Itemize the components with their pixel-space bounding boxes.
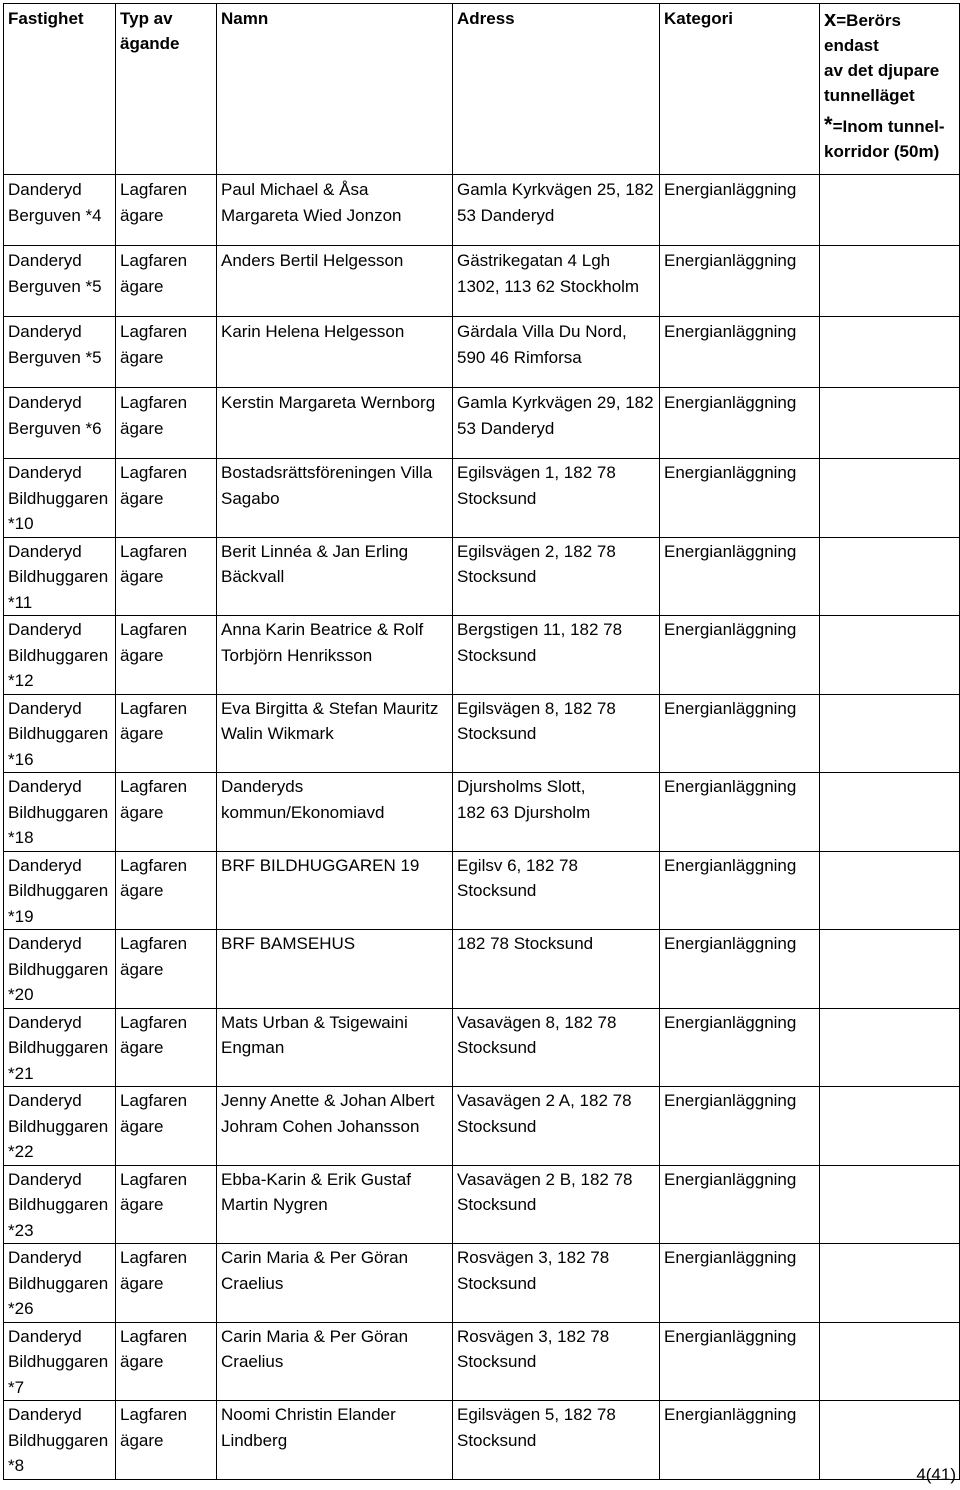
star-symbol: * bbox=[824, 112, 833, 137]
namn-cell bbox=[217, 1008, 453, 1087]
typ-cell-line: Lagfaren bbox=[120, 180, 188, 199]
fastighet-cell-line: Bildhuggaren bbox=[8, 1273, 109, 1293]
fastighet-cell-line: Danderyd bbox=[8, 855, 82, 875]
kategori-cell bbox=[660, 773, 820, 852]
fastighet-cell-line: Danderyd bbox=[8, 393, 82, 412]
typ-cell-line: ägare bbox=[120, 881, 164, 900]
namn-cell bbox=[217, 175, 453, 246]
adress-cell-line: 182 78 Stocksund bbox=[457, 934, 594, 953]
namn-cell-line: Eva Birgitta & Stefan Mauritz bbox=[221, 698, 439, 718]
namn-cell bbox=[217, 1401, 453, 1480]
fastighet-cell-line: *21 bbox=[8, 1063, 34, 1083]
namn-cell bbox=[217, 851, 453, 930]
header-adress: Adress bbox=[453, 4, 660, 175]
fastighet-cell-line: Danderyd bbox=[8, 1012, 82, 1032]
namn-cell-line: Sagabo bbox=[221, 488, 280, 508]
fastighet-cell-line: Danderyd bbox=[8, 620, 82, 639]
typ-cell-line: ägare bbox=[120, 1352, 164, 1371]
adress-cell-line: Vasavägen 2 A, 182 78 bbox=[457, 1091, 632, 1110]
fastighet-cell-line: Berguven *4 bbox=[8, 205, 102, 225]
fastighet-cell-line: Danderyd bbox=[8, 322, 82, 341]
adress-cell-line: Stocksund bbox=[457, 1352, 537, 1371]
namn-cell bbox=[217, 1165, 453, 1244]
adress-cell bbox=[453, 930, 660, 1009]
namn-cell bbox=[217, 317, 453, 388]
namn-cell bbox=[217, 246, 453, 317]
kategori-cell bbox=[660, 388, 820, 459]
typ-cell-line: ägare bbox=[120, 1430, 164, 1450]
fastighet-cell-line: Berguven *5 bbox=[8, 276, 102, 296]
legend-mark-cell bbox=[820, 1244, 960, 1323]
fastighet-cell bbox=[4, 1087, 116, 1166]
legend-mark-cell bbox=[820, 1165, 960, 1244]
legend-mark-cell bbox=[820, 1322, 960, 1401]
kategori-cell bbox=[660, 317, 820, 388]
fastighet-cell-line: Danderyd bbox=[8, 934, 82, 953]
legend-mark-cell bbox=[820, 388, 960, 459]
legend-mark-cell bbox=[820, 616, 960, 695]
fastighet-cell bbox=[4, 1322, 116, 1401]
typ-cell-line: Lagfaren bbox=[120, 322, 188, 341]
namn-cell-line: Carin Maria & Per Göran bbox=[221, 1326, 409, 1346]
kategori-cell-line: Energianläggning bbox=[664, 1091, 797, 1110]
kategori-cell bbox=[660, 616, 820, 695]
adress-cell bbox=[453, 694, 660, 773]
typ-cell bbox=[116, 1087, 217, 1166]
typ-cell bbox=[116, 930, 217, 1009]
legend-mark-cell bbox=[820, 459, 960, 538]
namn-cell-line: Danderyds bbox=[221, 777, 304, 796]
typ-cell-line: Lagfaren bbox=[120, 1248, 188, 1267]
adress-cell-line: Stocksund bbox=[457, 1273, 537, 1293]
fastighet-cell bbox=[4, 388, 116, 459]
kategori-cell bbox=[660, 1008, 820, 1087]
table-row bbox=[4, 930, 960, 1009]
legend-mark-cell bbox=[820, 175, 960, 246]
kategori-cell bbox=[660, 851, 820, 930]
adress-cell-line: Stocksund bbox=[457, 567, 537, 586]
adress-cell-line: Egilsv 6, 182 78 bbox=[457, 855, 578, 875]
table-row bbox=[4, 388, 960, 459]
namn-cell bbox=[217, 773, 453, 852]
adress-cell-line: Stocksund bbox=[457, 1430, 537, 1450]
fastighet-cell-line: *16 bbox=[8, 749, 34, 769]
kategori-cell-line: Energianläggning bbox=[664, 393, 797, 412]
table-row bbox=[4, 317, 960, 388]
typ-cell-line: Lagfaren bbox=[120, 1169, 188, 1189]
fastighet-cell bbox=[4, 537, 116, 616]
namn-cell-line: Engman bbox=[221, 1038, 285, 1057]
typ-cell-line: Lagfaren bbox=[120, 251, 188, 270]
fastighet-cell-line: Bildhuggaren bbox=[8, 567, 109, 586]
adress-cell bbox=[453, 773, 660, 852]
typ-cell-line: ägare bbox=[120, 724, 164, 743]
fastighet-cell bbox=[4, 773, 116, 852]
adress-cell-line: Gamla Kyrkvägen 29, 182 bbox=[457, 393, 654, 412]
fastighet-cell-line: Bildhuggaren bbox=[8, 1352, 109, 1371]
legend-mark-cell bbox=[820, 1087, 960, 1166]
table-header-row bbox=[4, 4, 960, 175]
adress-cell-line: 53 Danderyd bbox=[457, 418, 555, 438]
namn-cell bbox=[217, 694, 453, 773]
kategori-cell bbox=[660, 930, 820, 1009]
header-legend: x=Berörs endast av det djupare tunnelläget *=Inom tunnel- korridor (50m) bbox=[820, 4, 960, 175]
typ-cell-line: Lagfaren bbox=[120, 855, 188, 875]
typ-cell-line: ägare bbox=[120, 1116, 164, 1136]
typ-cell bbox=[116, 773, 217, 852]
typ-cell-line: ägare bbox=[120, 347, 164, 367]
kategori-cell-line: Energianläggning bbox=[664, 1012, 797, 1032]
typ-cell-line: ägare bbox=[120, 1273, 164, 1293]
fastighet-cell-line: Danderyd bbox=[8, 180, 82, 199]
namn-cell bbox=[217, 388, 453, 459]
fastighet-cell-line: Danderyd bbox=[8, 541, 82, 561]
namn-cell-line: Martin Nygren bbox=[221, 1195, 328, 1214]
typ-cell-line: Lagfaren bbox=[120, 463, 188, 482]
adress-cell-line: Stocksund bbox=[457, 1195, 537, 1214]
typ-cell-line: ägare bbox=[120, 567, 164, 586]
typ-cell-line: Lagfaren bbox=[120, 541, 188, 561]
typ-cell bbox=[116, 616, 217, 695]
table-row bbox=[4, 1244, 960, 1323]
typ-cell bbox=[116, 1401, 217, 1480]
typ-cell bbox=[116, 317, 217, 388]
fastighet-cell-line: Bildhuggaren bbox=[8, 724, 109, 743]
typ-cell bbox=[116, 1244, 217, 1323]
legend-mark-cell bbox=[820, 851, 960, 930]
fastighet-cell-line: Bildhuggaren bbox=[8, 645, 109, 665]
kategori-cell-line: Energianläggning bbox=[664, 251, 797, 270]
typ-cell-line: ägare bbox=[120, 418, 164, 438]
namn-cell-line: Johram Cohen Johansson bbox=[221, 1116, 420, 1136]
adress-cell-line: Bergstigen 11, 182 78 bbox=[457, 620, 623, 639]
typ-cell bbox=[116, 537, 217, 616]
fastighet-cell-line: Bildhuggaren bbox=[8, 881, 109, 900]
namn-cell-line: Karin Helena Helgesson bbox=[221, 322, 405, 341]
adress-cell bbox=[453, 459, 660, 538]
adress-cell-line: Gästrikegatan 4 Lgh bbox=[457, 251, 611, 270]
namn-cell-line: Paul Michael & Åsa bbox=[221, 180, 369, 199]
adress-cell bbox=[453, 1401, 660, 1480]
legend-mark-cell bbox=[820, 773, 960, 852]
fastighet-cell bbox=[4, 175, 116, 246]
adress-cell bbox=[453, 1008, 660, 1087]
table-row bbox=[4, 459, 960, 538]
kategori-cell-line: Energianläggning bbox=[664, 180, 797, 199]
table-row bbox=[4, 246, 960, 317]
fastighet-cell-line: *26 bbox=[8, 1299, 34, 1318]
fastighet-cell-line: Bildhuggaren bbox=[8, 1116, 109, 1136]
kategori-cell bbox=[660, 1087, 820, 1166]
kategori-cell-line: Energianläggning bbox=[664, 1326, 797, 1346]
namn-cell bbox=[217, 616, 453, 695]
table-row bbox=[4, 1165, 960, 1244]
fastighet-cell-line: *12 bbox=[8, 671, 34, 690]
fastighet-cell bbox=[4, 851, 116, 930]
fastighet-cell-line: *19 bbox=[8, 906, 34, 926]
namn-cell-line: Bostadsrättsföreningen Villa bbox=[221, 463, 433, 482]
table-row bbox=[4, 1322, 960, 1401]
namn-cell-line: Carin Maria & Per Göran bbox=[221, 1248, 409, 1267]
adress-cell-line: Stocksund bbox=[457, 1116, 537, 1136]
table-row bbox=[4, 537, 960, 616]
table-row bbox=[4, 1008, 960, 1087]
kategori-cell-line: Energianläggning bbox=[664, 855, 797, 875]
fastighet-cell-line: Danderyd bbox=[8, 1326, 82, 1346]
fastighet-cell-line: Berguven *5 bbox=[8, 347, 102, 367]
typ-cell bbox=[116, 175, 217, 246]
kategori-cell-line: Energianläggning bbox=[664, 620, 797, 639]
fastighet-cell-line: *8 bbox=[8, 1456, 25, 1475]
x-symbol: x bbox=[824, 6, 837, 31]
adress-cell-line: Stocksund bbox=[457, 645, 537, 665]
fastighet-cell-line: Danderyd bbox=[8, 698, 82, 718]
fastighet-cell-line: *7 bbox=[8, 1377, 25, 1397]
kategori-cell-line: Energianläggning bbox=[664, 1169, 797, 1189]
adress-cell bbox=[453, 1165, 660, 1244]
kategori-cell-line: Energianläggning bbox=[664, 777, 797, 796]
fastighet-cell bbox=[4, 930, 116, 1009]
namn-cell-line: Lindberg bbox=[221, 1430, 288, 1450]
kategori-cell-line: Energianläggning bbox=[664, 698, 797, 718]
typ-cell-line: ägare bbox=[120, 802, 164, 822]
adress-cell-line: Egilsvägen 5, 182 78 bbox=[457, 1405, 616, 1424]
typ-cell-line: ägare bbox=[120, 488, 164, 508]
fastighet-cell bbox=[4, 1165, 116, 1244]
fastighet-cell-line: Bildhuggaren bbox=[8, 1195, 109, 1214]
typ-cell-line: Lagfaren bbox=[120, 1091, 188, 1110]
fastighet-cell-line: Bildhuggaren bbox=[8, 959, 109, 979]
typ-cell-line: ägare bbox=[120, 1038, 164, 1057]
legend-mark-cell bbox=[820, 930, 960, 1009]
namn-cell-line: Margareta Wied Jonzon bbox=[221, 205, 402, 225]
fastighet-cell-line: *23 bbox=[8, 1220, 34, 1240]
fastighet-cell-line: Berguven *6 bbox=[8, 418, 102, 438]
fastighet-cell-line: *22 bbox=[8, 1142, 34, 1161]
kategori-cell-line: Energianläggning bbox=[664, 541, 797, 561]
adress-cell-line: Rosvägen 3, 182 78 bbox=[457, 1248, 610, 1267]
adress-cell-line: Vasavägen 8, 182 78 bbox=[457, 1012, 617, 1032]
adress-cell bbox=[453, 388, 660, 459]
adress-cell-line: Stocksund bbox=[457, 488, 537, 508]
adress-cell-line: 182 63 Djursholm bbox=[457, 802, 591, 822]
adress-cell-line: Stocksund bbox=[457, 881, 537, 900]
kategori-cell bbox=[660, 1322, 820, 1401]
typ-cell-line: Lagfaren bbox=[120, 1405, 188, 1424]
namn-cell-line: Walin Wikmark bbox=[221, 724, 334, 743]
namn-cell-line: Jenny Anette & Johan Albert bbox=[221, 1091, 435, 1110]
adress-cell-line: Stocksund bbox=[457, 724, 537, 743]
typ-cell-line: Lagfaren bbox=[120, 393, 188, 412]
namn-cell-line: Bäckvall bbox=[221, 567, 285, 586]
adress-cell-line: 590 46 Rimforsa bbox=[457, 347, 582, 367]
typ-cell-line: Lagfaren bbox=[120, 777, 188, 796]
namn-cell-line: Torbjörn Henriksson bbox=[221, 645, 373, 665]
legend-mark-cell bbox=[820, 246, 960, 317]
legend-mark-cell bbox=[820, 694, 960, 773]
adress-cell bbox=[453, 317, 660, 388]
kategori-cell-line: Energianläggning bbox=[664, 1248, 797, 1267]
adress-cell-line: Rosvägen 3, 182 78 bbox=[457, 1326, 610, 1346]
typ-cell-line: ägare bbox=[120, 645, 164, 665]
namn-cell bbox=[217, 1244, 453, 1323]
typ-cell bbox=[116, 694, 217, 773]
namn-cell-line: Ebba-Karin & Erik Gustaf bbox=[221, 1169, 411, 1189]
header-typ-av-agande: Typ av ägande bbox=[116, 4, 217, 175]
typ-cell-line: Lagfaren bbox=[120, 1326, 188, 1346]
typ-cell-line: ägare bbox=[120, 959, 164, 979]
property-owner-table bbox=[3, 3, 960, 1480]
typ-cell bbox=[116, 1008, 217, 1087]
typ-cell-line: Lagfaren bbox=[120, 620, 188, 639]
typ-cell bbox=[116, 1322, 217, 1401]
adress-cell bbox=[453, 1244, 660, 1323]
namn-cell bbox=[217, 1087, 453, 1166]
table-row bbox=[4, 1401, 960, 1480]
fastighet-cell-line: *10 bbox=[8, 514, 34, 533]
typ-cell-line: Lagfaren bbox=[120, 934, 188, 953]
fastighet-cell bbox=[4, 1008, 116, 1087]
fastighet-cell bbox=[4, 459, 116, 538]
namn-cell-line: Craelius bbox=[221, 1352, 284, 1371]
typ-cell-line: ägare bbox=[120, 1195, 164, 1214]
fastighet-cell-line: *18 bbox=[8, 828, 34, 847]
namn-cell-line: BRF BAMSEHUS bbox=[221, 934, 356, 953]
legend-mark-cell bbox=[820, 537, 960, 616]
fastighet-cell-line: Bildhuggaren bbox=[8, 488, 109, 508]
fastighet-cell bbox=[4, 317, 116, 388]
fastighet-cell-line: Danderyd bbox=[8, 463, 82, 482]
fastighet-cell bbox=[4, 694, 116, 773]
kategori-cell-line: Energianläggning bbox=[664, 463, 797, 482]
namn-cell-line: Berit Linnéa & Jan Erling bbox=[221, 541, 409, 561]
table-row bbox=[4, 773, 960, 852]
adress-cell-line: Egilsvägen 8, 182 78 bbox=[457, 698, 616, 718]
kategori-cell bbox=[660, 694, 820, 773]
adress-cell-line: Egilsvägen 2, 182 78 bbox=[457, 541, 616, 561]
typ-cell-line: Lagfaren bbox=[120, 698, 188, 718]
adress-cell bbox=[453, 175, 660, 246]
typ-cell bbox=[116, 459, 217, 538]
fastighet-cell-line: Danderyd bbox=[8, 1091, 82, 1110]
typ-cell-line: ägare bbox=[120, 205, 164, 225]
adress-cell-line: Gärdala Villa Du Nord, bbox=[457, 322, 627, 341]
typ-cell bbox=[116, 1165, 217, 1244]
adress-cell bbox=[453, 1322, 660, 1401]
legend-mark-cell bbox=[820, 1008, 960, 1087]
namn-cell-line: Anna Karin Beatrice & Rolf bbox=[221, 620, 424, 639]
fastighet-cell-line: Danderyd bbox=[8, 251, 82, 270]
fastighet-cell bbox=[4, 616, 116, 695]
header-kategori: Kategori bbox=[660, 4, 820, 175]
fastighet-cell-line: Danderyd bbox=[8, 1248, 82, 1267]
kategori-cell bbox=[660, 1165, 820, 1244]
kategori-cell-line: Energianläggning bbox=[664, 1405, 797, 1424]
fastighet-cell-line: Bildhuggaren bbox=[8, 1038, 109, 1057]
fastighet-cell-line: Danderyd bbox=[8, 777, 82, 796]
legend-mark-cell bbox=[820, 317, 960, 388]
fastighet-cell-line: *11 bbox=[8, 592, 33, 612]
kategori-cell bbox=[660, 1401, 820, 1480]
adress-cell-line: 53 Danderyd bbox=[457, 205, 555, 225]
adress-cell-line: Egilsvägen 1, 182 78 bbox=[457, 463, 616, 482]
adress-cell bbox=[453, 1087, 660, 1166]
namn-cell-line: Mats Urban & Tsigewaini bbox=[221, 1012, 408, 1032]
typ-cell bbox=[116, 388, 217, 459]
typ-cell bbox=[116, 851, 217, 930]
kategori-cell bbox=[660, 175, 820, 246]
kategori-cell bbox=[660, 459, 820, 538]
table-row bbox=[4, 851, 960, 930]
table-row bbox=[4, 616, 960, 695]
kategori-cell bbox=[660, 537, 820, 616]
namn-cell bbox=[217, 537, 453, 616]
table-row bbox=[4, 175, 960, 246]
namn-cell-line: kommun/Ekonomiavd bbox=[221, 802, 385, 822]
adress-cell bbox=[453, 246, 660, 317]
adress-cell bbox=[453, 851, 660, 930]
fastighet-cell bbox=[4, 1244, 116, 1323]
namn-cell-line: BRF BILDHUGGAREN 19 bbox=[221, 855, 420, 875]
adress-cell bbox=[453, 537, 660, 616]
namn-cell bbox=[217, 930, 453, 1009]
fastighet-cell-line: Danderyd bbox=[8, 1169, 82, 1189]
adress-cell-line: Djursholms Slott, bbox=[457, 777, 586, 796]
kategori-cell bbox=[660, 246, 820, 317]
typ-cell-line: Lagfaren bbox=[120, 1012, 188, 1032]
adress-cell-line: Vasavägen 2 B, 182 78 bbox=[457, 1169, 633, 1189]
namn-cell-line: Noomi Christin Elander bbox=[221, 1405, 396, 1424]
fastighet-cell-line: Bildhuggaren bbox=[8, 1430, 109, 1450]
typ-cell-line: ägare bbox=[120, 276, 164, 296]
adress-cell-line: 1302, 113 62 Stockholm bbox=[457, 276, 640, 296]
adress-cell bbox=[453, 616, 660, 695]
namn-cell-line: Kerstin Margareta Wernborg bbox=[221, 393, 436, 412]
table-row bbox=[4, 694, 960, 773]
namn-cell-line: Craelius bbox=[221, 1273, 284, 1293]
header-namn: Namn bbox=[217, 4, 453, 175]
fastighet-cell-line: Danderyd bbox=[8, 1405, 82, 1424]
kategori-cell-line: Energianläggning bbox=[664, 934, 797, 953]
fastighet-cell bbox=[4, 1401, 116, 1480]
namn-cell bbox=[217, 1322, 453, 1401]
fastighet-cell-line: Bildhuggaren bbox=[8, 802, 109, 822]
typ-cell bbox=[116, 246, 217, 317]
namn-cell bbox=[217, 459, 453, 538]
kategori-cell-line: Energianläggning bbox=[664, 322, 797, 341]
page-number: 4(41) bbox=[916, 1465, 956, 1484]
table-row bbox=[4, 1087, 960, 1166]
fastighet-cell bbox=[4, 246, 116, 317]
adress-cell-line: Stocksund bbox=[457, 1038, 537, 1057]
adress-cell-line: Gamla Kyrkvägen 25, 182 bbox=[457, 180, 654, 199]
kategori-cell bbox=[660, 1244, 820, 1323]
namn-cell-line: Anders Bertil Helgesson bbox=[221, 251, 404, 270]
header-fastighet: Fastighet bbox=[4, 4, 116, 175]
fastighet-cell-line: *20 bbox=[8, 985, 34, 1004]
